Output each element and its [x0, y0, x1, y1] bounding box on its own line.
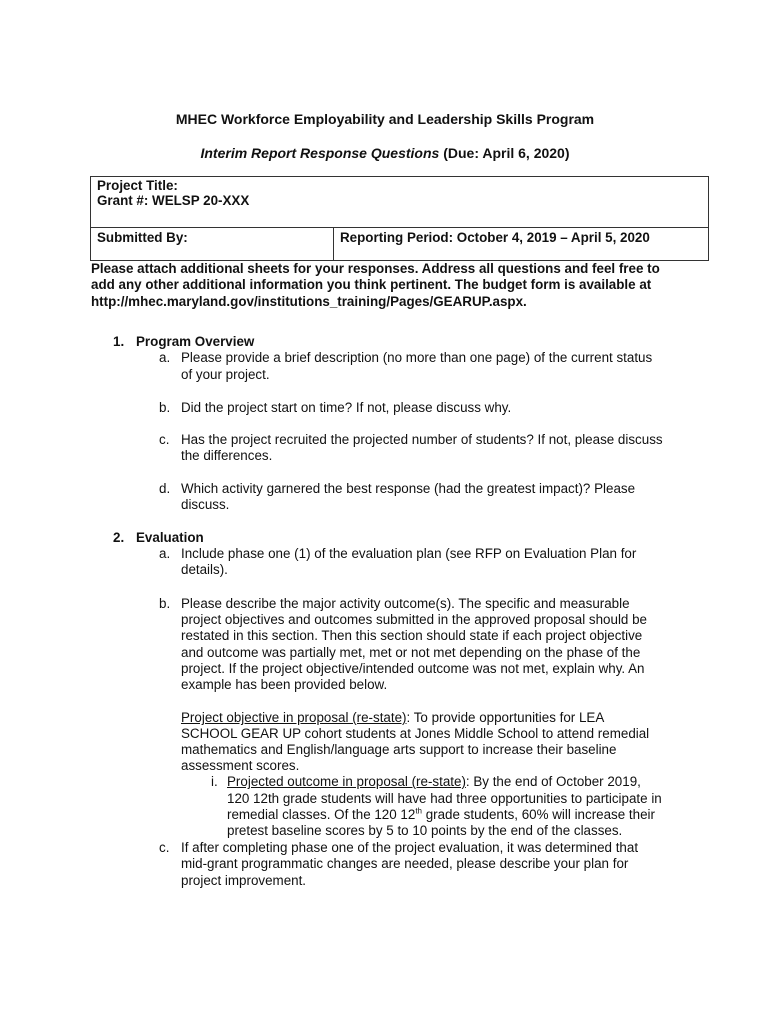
submitted-by-cell[interactable] [91, 228, 334, 261]
item-1a-text: of your project. [181, 367, 270, 382]
submitted-by-label: Submitted By: [97, 230, 188, 245]
instructions-paragraph [91, 261, 691, 310]
item-1c-letter: c. [159, 432, 170, 447]
example-outcome-text: pretest baseline scores by 5 to 10 points by the end of the classes. [227, 823, 623, 838]
item-2b-text: example has been provided below. [181, 677, 388, 692]
budget-form-link[interactable]: http://mhec.maryland.gov/institutions_training/Pages/GEARUP.aspx. [91, 293, 527, 309]
instructions-line: Please attach additional sheets for your responses. Address all questions and feel free to [91, 261, 660, 276]
grant-number-label: Grant #: WELSP 20-XXX [97, 193, 250, 208]
subtitle-due-date: (Due: April 6, 2020) [443, 145, 570, 161]
section-2-heading: Evaluation [136, 530, 204, 545]
example-objective-text: mathematics and English/language arts support to increase their baseline [181, 742, 617, 757]
example-outcome-text [227, 807, 655, 823]
section-1-number: 1. [113, 334, 125, 349]
item-2a-letter: a. [159, 546, 171, 561]
example-outcome [227, 774, 641, 790]
item-2b-text: project. If the project objective/intended outcome was not met, explain why. An [181, 661, 645, 676]
item-2b-text: project objectives and outcomes submitted in the approved proposal should be [181, 612, 647, 627]
document-subtitle [0, 145, 770, 161]
item-1a-letter: a. [159, 350, 171, 365]
example-objective-text: assessment scores. [181, 758, 300, 773]
project-title-cell[interactable] [91, 177, 709, 228]
item-2c-text: If after completing phase one of the project evaluation, it was determined that [181, 840, 639, 855]
outcome-text-post: grade students, 60% will increase their [421, 807, 655, 822]
objective-label: Project objective in proposal (re-state) [181, 710, 407, 725]
outcome-label: Projected outcome in proposal (re-state) [227, 774, 466, 789]
project-info-table [90, 176, 709, 261]
item-2c-letter: c. [159, 840, 170, 855]
section-2-number: 2. [113, 530, 125, 545]
item-2a-text: details). [181, 562, 228, 577]
item-1d-text: discuss. [181, 497, 230, 512]
item-1c-text: the differences. [181, 448, 273, 463]
section-1-heading: Program Overview [136, 334, 255, 349]
instructions-line: add any other additional information you think pertinent. The budget form is available at [91, 277, 652, 293]
item-2c-text: mid-grant programmatic changes are needed, please describe your plan for [181, 856, 629, 871]
reporting-period-label: Reporting Period: October 4, 2019 – April 5, 2020 [340, 230, 650, 245]
example-objective [181, 710, 604, 726]
example-outcome-text: 120 12th grade students will have had three opportunities to participate in [227, 791, 662, 806]
project-title-label: Project Title: [97, 178, 178, 193]
ordinal-suffix: th [415, 806, 422, 816]
outcome-text: : By the end of October 2019, [465, 774, 641, 789]
item-2c-text: project improvement. [181, 873, 307, 888]
document-title: MHEC Workforce Employability and Leadership Skills Program [175, 111, 595, 127]
item-2a-text: Include phase one (1) of the evaluation plan (see RFP on Evaluation Plan for [181, 546, 637, 561]
item-1a-text: Please provide a brief description (no more than one page) of the current status [181, 350, 653, 365]
item-1c-text: Has the project recruited the projected number of students? If not, please discuss [181, 432, 663, 447]
item-2b-letter: b. [159, 596, 171, 611]
item-1b-letter: b. [159, 400, 171, 415]
subtitle-italic: Interim Report Response Questions [200, 145, 440, 161]
reporting-period-cell [334, 228, 709, 261]
item-1d-letter: d. [159, 481, 171, 496]
objective-text: : To provide opportunities for LEA [406, 710, 605, 725]
example-objective-text: SCHOOL GEAR UP cohort students at Jones Middle School to attend remedial [181, 726, 650, 741]
item-2b-text: and outcome was partially met, met or not met depending on the phase of the [181, 645, 641, 660]
item-2b-text: restated in this section. Then this section should state if each project objective [181, 628, 643, 643]
item-1d-text: Which activity garnered the best response (had the greatest impact)? Please [181, 481, 636, 496]
roman-numeral-i: i. [211, 774, 218, 789]
item-1b-text: Did the project start on time? If not, please discuss why. [181, 400, 512, 415]
outcome-text-pre: remedial classes. Of the 120 12 [227, 807, 416, 822]
item-2b-text: Please describe the major activity outcome(s). The specific and measurable [181, 596, 630, 611]
